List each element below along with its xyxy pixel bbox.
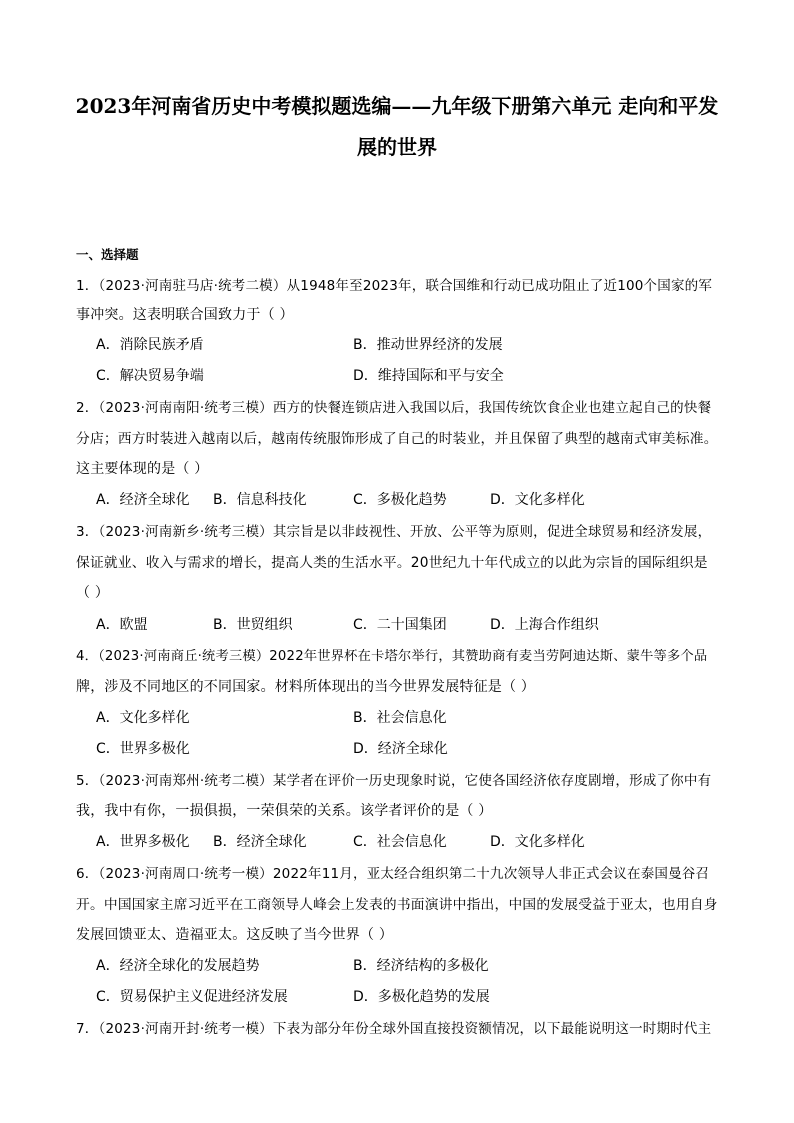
question-1-line-1: 1．（2023·河南驻马店·统考二模）从1948年至2023年，联合国维和行动已成功阻止了近100个国家的军 (76, 278, 713, 294)
question-3-line-1: 3．（2023·河南新乡·统考三模）其宗旨是以非歧视性、开放、公平等为原则，促进全球贸易和经济发展， (76, 524, 712, 540)
title-line-2: 展的世界 (357, 135, 437, 159)
question-2-line-3: 这主要体现的是（ ） (76, 461, 209, 477)
question-2-option-c[interactable]: C．多极化趋势 (353, 492, 447, 508)
question-6-line-3: 发展回馈亚太、造福亚太。这反映了当今世界（ ） (76, 927, 394, 943)
question-6-option-b[interactable]: B．经济结构的多极化 (353, 958, 489, 974)
question-4-option-b[interactable]: B．社会信息化 (353, 710, 447, 726)
question-5-line-2: 我，我中有你，一损俱损，一荣俱荣的关系。该学者评价的是（ ） (76, 803, 493, 819)
question-4-option-a[interactable]: A．文化多样化 (96, 710, 190, 726)
question-3-option-b[interactable]: B．世贸组织 (213, 617, 293, 633)
question-3-line-2: 保证就业、收入与需求的增长，提高人类的生活水平。20世纪九十年代成立的以此为宗旨的国际组织是 (76, 555, 708, 571)
question-6-line-2: 开。中国国家主席习近平在工商领导人峰会上发表的书面演讲中指出，中国的发展受益于亚太，也用自身 (76, 897, 718, 913)
question-2-line-1: 2．（2023·河南南阳·统考三模）西方的快餐连锁店进入我国以后，我国传统饮食企业也建立起自己的快餐 (76, 400, 712, 416)
question-1-option-a[interactable]: A．消除民族矛盾 (96, 337, 204, 353)
page-title (60, 86, 734, 168)
question-5-option-d[interactable]: D．文化多样化 (490, 834, 585, 850)
question-6-option-a[interactable]: A．经济全球化的发展趋势 (96, 958, 260, 974)
question-3-option-d[interactable]: D．上海合作组织 (490, 617, 599, 633)
question-2-line-2: 分店；西方时装进入越南以后，越南传统服饰形成了自己的时装业，并且保留了典型的越南式审美标准。 (76, 431, 718, 447)
question-5-option-a[interactable]: A．世界多极化 (96, 834, 190, 850)
question-6-line-1: 6．（2023·河南周口·统考一模）2022年11月，亚太经合组织第二十九次领导人非正式会议在泰国曼谷召 (76, 866, 710, 882)
question-5-line-1: 5．（2023·河南郑州·统考二模）某学者在评价一历史现象时说，它使各国经济依存度剧增，形成了你中有 (76, 773, 712, 789)
question-1-option-c[interactable]: C．解决贸易争端 (96, 368, 204, 384)
question-2-option-d[interactable]: D．文化多样化 (490, 492, 585, 508)
question-4-option-c[interactable]: C．世界多极化 (96, 741, 190, 757)
question-3-option-a[interactable]: A．欧盟 (96, 617, 148, 633)
question-6-option-c[interactable]: C．贸易保护主义促进经济发展 (96, 989, 288, 1005)
question-7-line-1: 7．（2023·河南开封·统考一模）下表为部分年份全球外国直接投资额情况，以下最能说明这一时期时代主 (76, 1021, 712, 1037)
question-4-line-1: 4．（2023·河南商丘·统考三模）2022年世界杯在卡塔尔举行，其赞助商有麦当劳阿迪达斯、蒙牛等多个品 (76, 649, 708, 664)
title-line-1: 2023年河南省历史中考模拟题选编——九年级下册第六单元 走向和平发 (75, 94, 719, 118)
question-4-line-2: 牌，涉及不同地区的不同国家。材料所体现出的当今世界发展特征是（ ） (76, 679, 536, 695)
question-4-option-d[interactable]: D．经济全球化 (353, 741, 448, 757)
question-1-line-2: 事冲突。这表明联合国致力于（ ） (76, 307, 294, 323)
section-heading: 一、选择题 (76, 247, 139, 262)
question-5-option-b[interactable]: B．经济全球化 (213, 834, 307, 850)
question-3-line-3: （ ） (76, 585, 110, 601)
question-5-option-c[interactable]: C．社会信息化 (353, 834, 447, 850)
question-2-option-b[interactable]: B．信息科技化 (213, 492, 307, 508)
question-1-option-d[interactable]: D．维持国际和平与安全 (353, 368, 504, 384)
question-2-option-a[interactable]: A．经济全球化 (96, 492, 190, 508)
question-1-option-b[interactable]: B．推动世界经济的发展 (353, 337, 503, 353)
question-6-option-d[interactable]: D．多极化趋势的发展 (353, 989, 490, 1005)
question-3-option-c[interactable]: C．二十国集团 (353, 617, 447, 633)
